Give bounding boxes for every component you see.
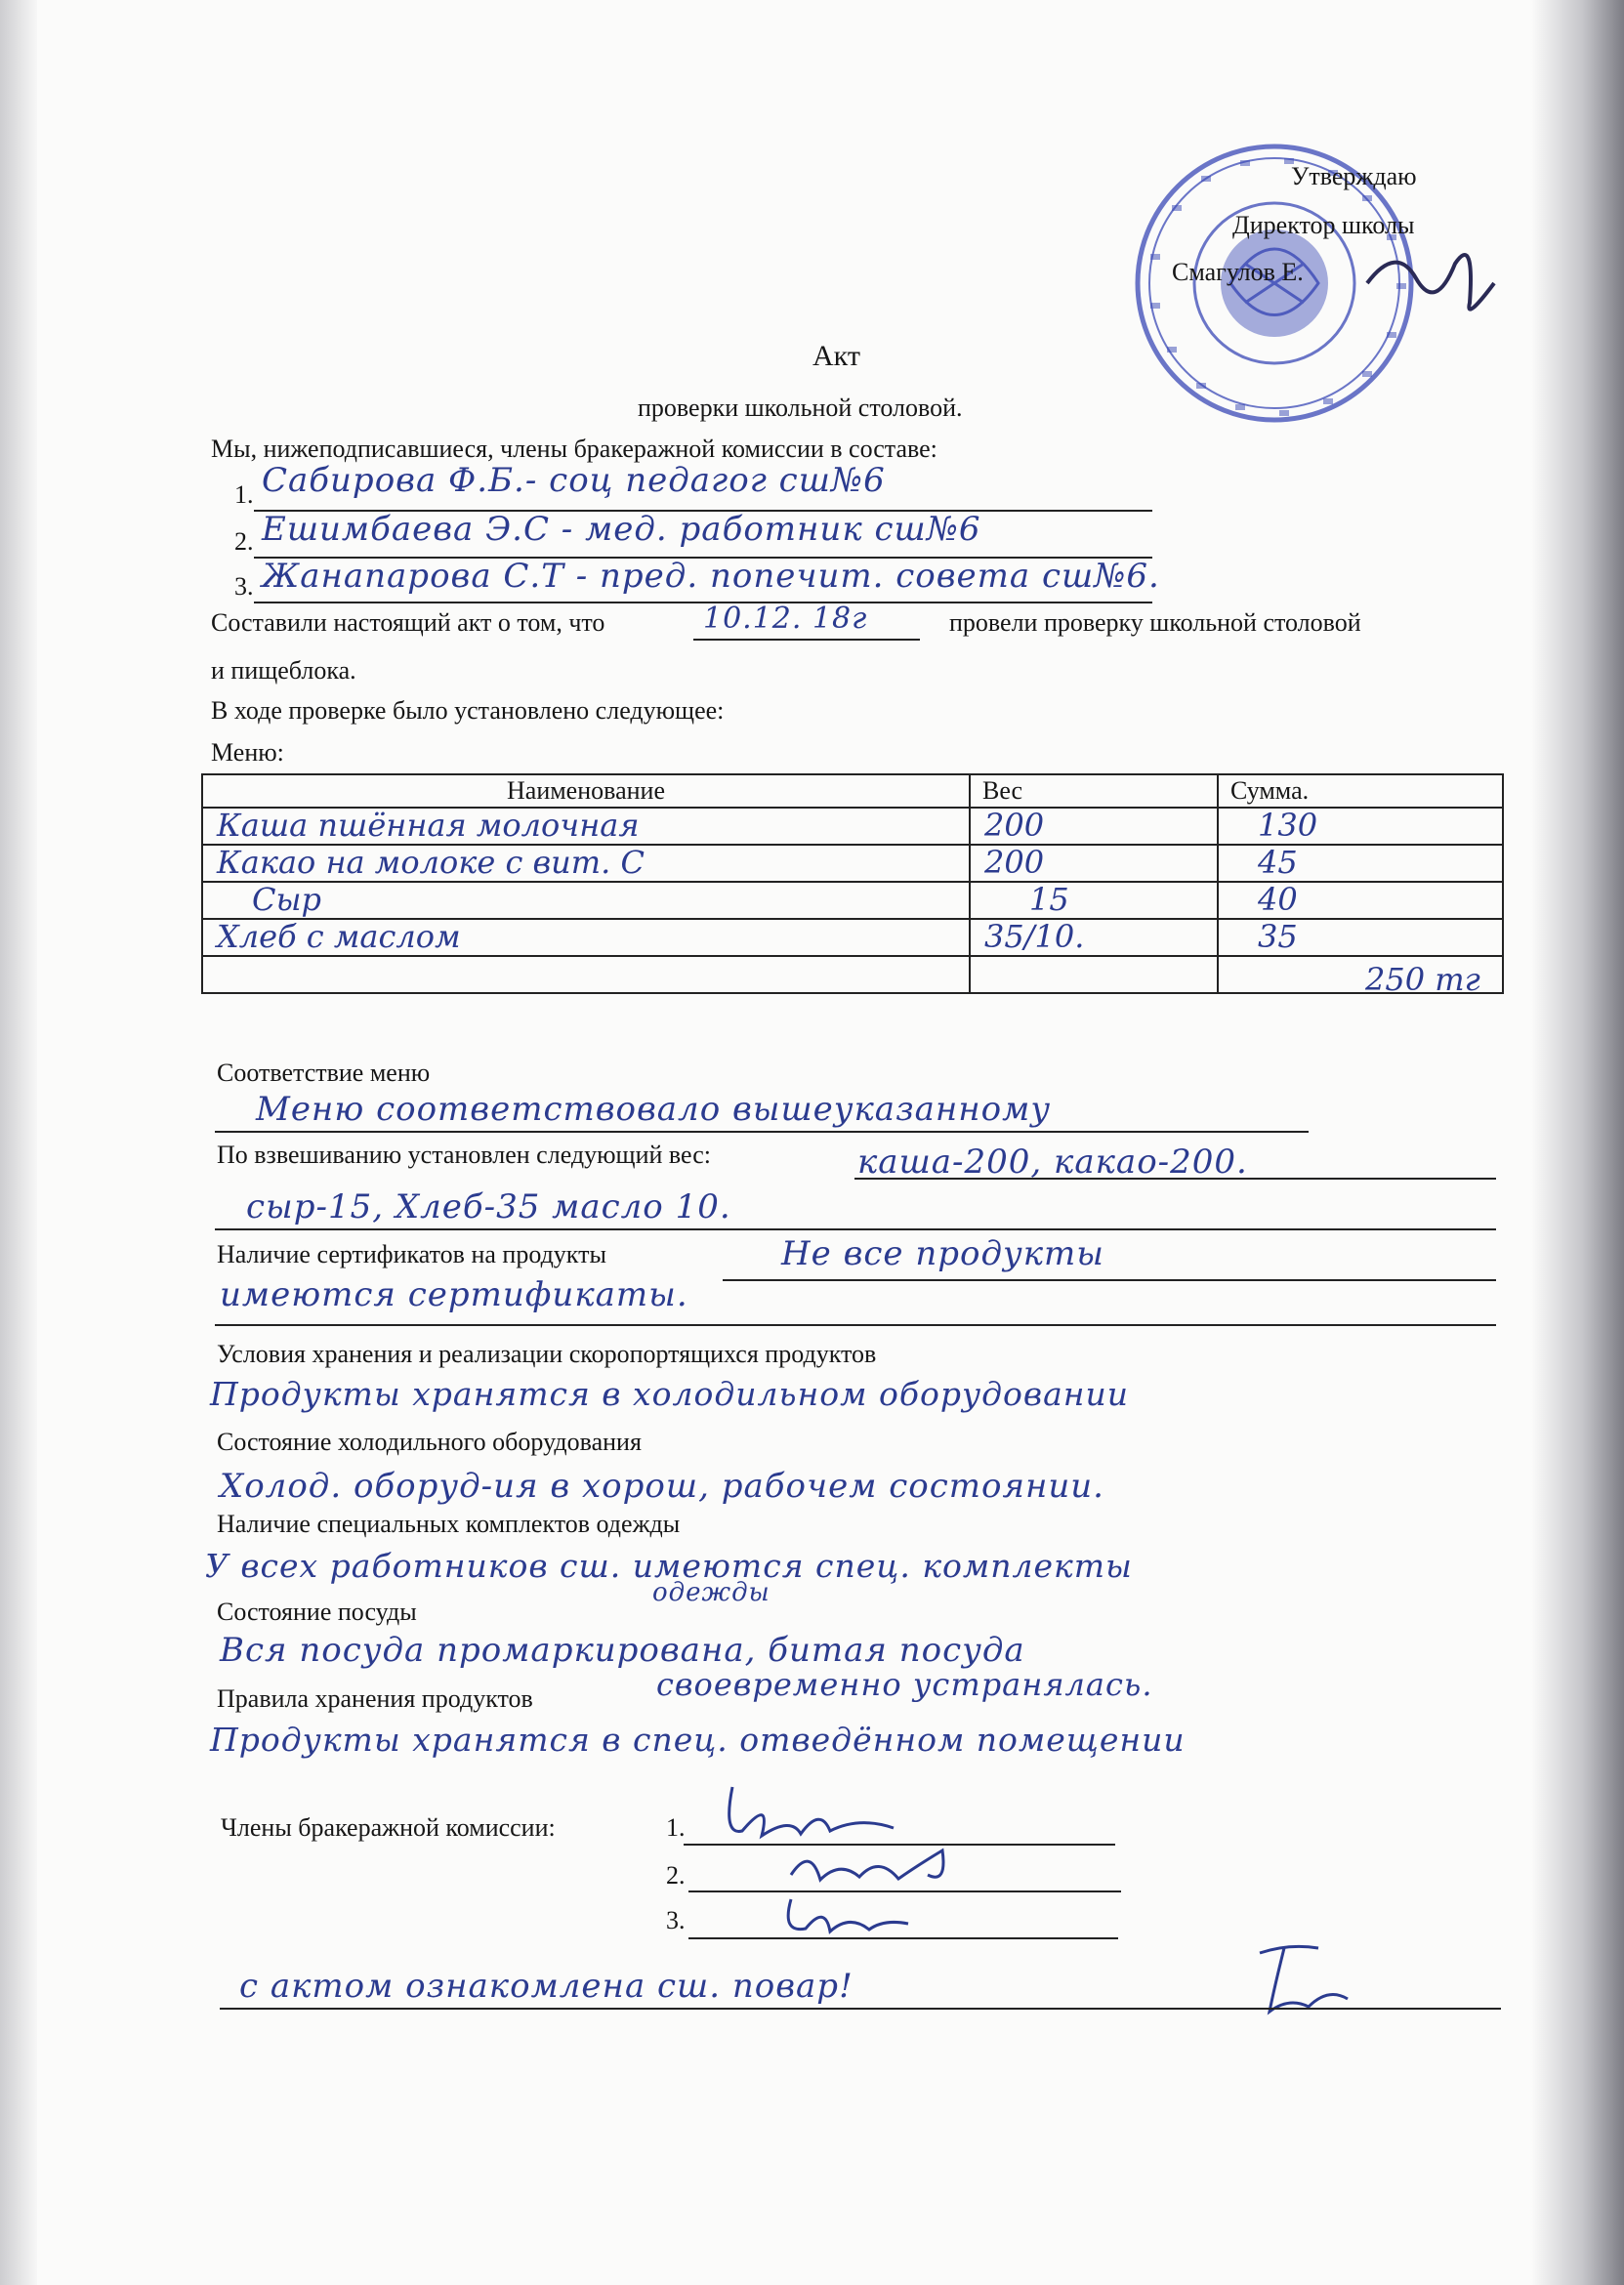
commission-sign-3-number: 3.: [666, 1906, 686, 1934]
section-menu-compliance-answer: Меню соответствовало вышеуказанному: [256, 1090, 1052, 1129]
menu-item-weight: 200: [984, 807, 1045, 844]
document-subtitle: проверки школьной столовой.: [638, 394, 963, 422]
menu-item-weight: 15: [1029, 881, 1069, 918]
act-sentence-start: Составили настоящий акт о том, что: [211, 608, 605, 637]
section-weighing-answer: каша-200, какао-200.: [857, 1142, 1248, 1182]
final-note: с актом ознакомлена сш. повар!: [239, 1967, 854, 2006]
menu-header-name: Наименование: [202, 774, 970, 808]
approval-line-director: Директор школы: [1232, 211, 1415, 239]
intro-text: Мы, нижеподписавшиеся, члены бракеражной комиссии в составе:: [211, 435, 937, 463]
section-perishables-label: Условия хранения и реализации скоропортящихся продуктов: [217, 1340, 877, 1368]
director-signature: [1357, 225, 1504, 332]
section-menu-compliance-line: [215, 1131, 1309, 1133]
menu-item-sum: 35: [1258, 918, 1298, 955]
member-2-name: Ешимбаева Э.С - мед. работник сш№6: [262, 510, 981, 549]
section-dishes-answer-2: своевременно устранялась.: [656, 1666, 1153, 1703]
commission-signature-3: [771, 1885, 928, 1953]
menu-header-weight: Вес: [970, 774, 1218, 808]
menu-item-weight: 35/10.: [984, 918, 1085, 955]
section-weighing-answer-2: сыр-15, Хлеб-35 масло 10.: [246, 1187, 731, 1226]
menu-item-name: Какао на молоке с вит. С: [217, 844, 645, 881]
section-certificates-line-2: [215, 1324, 1496, 1326]
menu-item-name: Хлеб с маслом: [217, 918, 461, 955]
section-weighing-line-1: [854, 1178, 1496, 1180]
section-certificates-answer-2: имеются сертификаты.: [220, 1275, 688, 1314]
commission-sign-1-number: 1.: [666, 1813, 686, 1842]
section-weighing-label: По взвешиванию установлен следующий вес:: [217, 1141, 711, 1169]
table-row: [202, 956, 1503, 993]
section-uniform-answer-above: одежды: [652, 1578, 770, 1607]
menu-item-sum: 45: [1258, 844, 1298, 881]
menu-table-header: [202, 774, 1503, 808]
final-note-line: [220, 2008, 1501, 2010]
act-date: 10.12. 18г: [703, 602, 868, 636]
section-fridge-answer: Холод. оборуд-ия в хорош, рабочем состоянии.: [220, 1467, 1104, 1506]
table-row: [202, 845, 1503, 882]
findings-intro: В ходе проверке было установлено следующее:: [211, 696, 725, 725]
member-2-number: 2.: [234, 527, 254, 556]
approval-line-name: Смагулов Е.: [1172, 258, 1304, 286]
menu-item-weight: 200: [984, 844, 1045, 881]
act-date-line: [693, 639, 920, 641]
section-perishables-answer: Продукты хранятся в холодильном оборудовании: [210, 1375, 1130, 1413]
section-dishes-label: Состояние посуды: [217, 1598, 417, 1626]
member-3-name: Жанапарова С.Т - пред. попечит. совета сш№6.: [262, 557, 1160, 596]
section-dishes-answer: Вся посуда промаркирована, битая посуда: [220, 1631, 1025, 1670]
menu-item-sum: 130: [1258, 807, 1318, 844]
menu-item-name: Каша пшённая молочная: [217, 807, 640, 844]
member-3-number: 3.: [234, 572, 254, 601]
section-certificates-line-1: [723, 1279, 1496, 1281]
commission-label: Члены бракеражной комиссии:: [221, 1813, 556, 1842]
section-menu-compliance-label: Соответствие меню: [217, 1059, 431, 1087]
menu-item-sum: 40: [1258, 881, 1298, 918]
section-storage-label: Правила хранения продуктов: [217, 1684, 533, 1713]
menu-label: Меню:: [211, 738, 284, 767]
menu-item-name: Сыр: [252, 881, 322, 918]
member-1-name: Сабирова Ф.Б.- соц педагог сш№6: [262, 461, 886, 500]
cook-signature: [1230, 1938, 1367, 2026]
member-1-number: 1.: [234, 480, 254, 509]
section-storage-answer: Продукты хранятся в спец. отведённом помещении: [210, 1721, 1186, 1759]
section-fridge-label: Состояние холодильного оборудования: [217, 1428, 642, 1456]
section-certificates-label: Наличие сертификатов на продукты: [217, 1240, 606, 1268]
menu-total-sum: 250 тг: [1365, 961, 1480, 998]
act-sentence-end: провели проверку школьной столовой: [949, 608, 1361, 637]
scan-shadow-right: [1531, 0, 1624, 2285]
section-uniform-label: Наличие специальных комплектов одежды: [217, 1510, 681, 1538]
scan-shadow-left: [0, 0, 37, 2285]
section-certificates-answer: Не все продукты: [781, 1234, 1104, 1273]
section-weighing-line-2: [215, 1228, 1496, 1230]
act-sentence-line2: и пищеблока.: [211, 656, 356, 685]
table-row: [202, 882, 1503, 919]
menu-header-sum: Сумма.: [1218, 774, 1503, 808]
section-uniform-answer: У всех работников сш. имеются спец. комплекты: [205, 1547, 1133, 1585]
table-row: [202, 808, 1503, 845]
commission-sign-2-number: 2.: [666, 1861, 686, 1890]
menu-table: [201, 773, 1504, 998]
document-title: Акт: [812, 340, 860, 372]
table-row: [202, 919, 1503, 956]
approval-line-approve: Утверждаю: [1291, 162, 1417, 190]
